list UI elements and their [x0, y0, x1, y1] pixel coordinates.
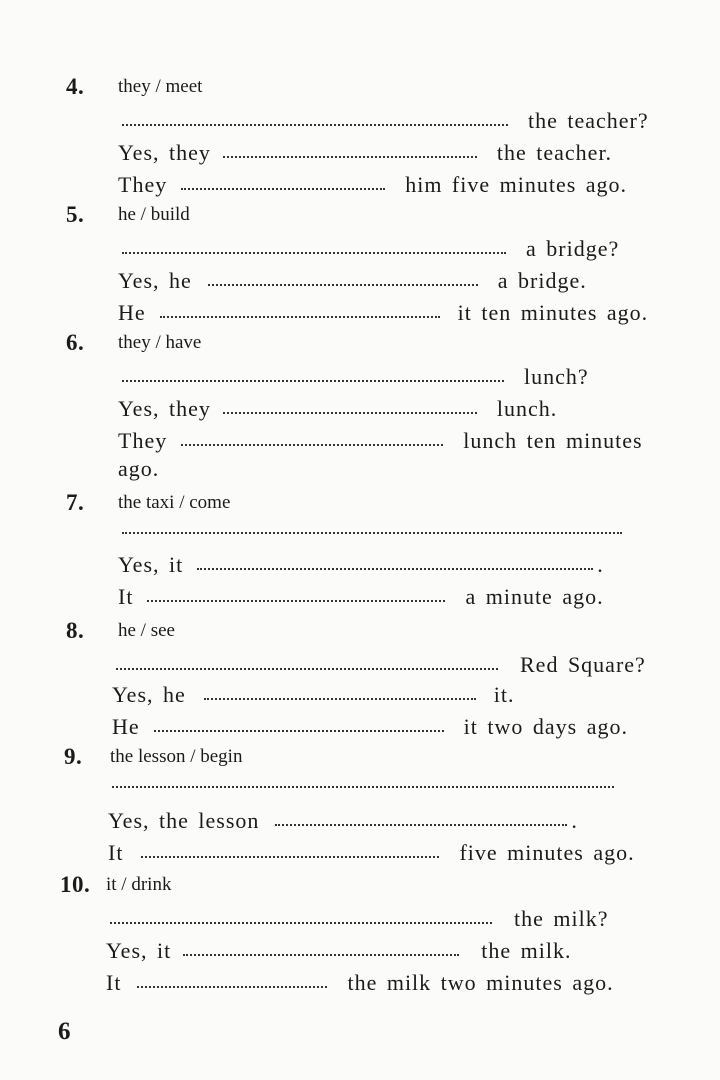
- past-line: [118, 172, 627, 198]
- exercise-prompt: the lesson / begin: [110, 746, 243, 767]
- line-end-text: it two days ago.: [463, 714, 628, 739]
- exercise-number: 5.: [66, 202, 85, 227]
- line-start-text: Yes, they: [118, 396, 211, 421]
- line-end-text: .: [597, 552, 604, 577]
- line-start-text: Yes, he: [118, 268, 192, 293]
- line-end-text: the teacher.: [496, 140, 613, 165]
- answer-blank[interactable]: [154, 726, 444, 732]
- line-end-text: lunch?: [524, 364, 589, 389]
- line-end-text: .: [571, 808, 578, 833]
- line-start-text: Yes, it: [118, 552, 184, 577]
- past-line: [118, 428, 643, 454]
- line-end-text: lunch ten minutes: [463, 428, 643, 453]
- line-end-text: him five minutes ago.: [405, 172, 628, 197]
- line-end-text: it ten minutes ago.: [457, 300, 649, 325]
- answer-blank[interactable]: [141, 852, 439, 858]
- exercise-number: 9.: [64, 744, 83, 769]
- question-line: [118, 236, 619, 262]
- answer-blank[interactable]: [122, 528, 622, 534]
- exercise-number: 4.: [66, 74, 85, 99]
- continuation-line: [118, 456, 159, 482]
- exercise-prompt: he / see: [118, 620, 175, 641]
- question-line: [112, 652, 646, 678]
- line-end-text: the milk.: [481, 938, 572, 963]
- exercise-prompt: he / build: [118, 204, 190, 225]
- exercise-prompt: they / have: [118, 332, 202, 353]
- question-line: [108, 784, 618, 790]
- exercise-number: 6.: [66, 330, 85, 355]
- exercise-number: 7.: [66, 490, 85, 515]
- line-start-text: Yes, it: [106, 938, 172, 963]
- answer-blank[interactable]: [122, 376, 504, 382]
- exercise-prompt: the taxi / come: [118, 492, 231, 513]
- line-end-text: a bridge?: [526, 236, 620, 261]
- answer-blank[interactable]: [112, 782, 614, 788]
- answer-blank[interactable]: [147, 596, 445, 602]
- answer-blank[interactable]: [183, 950, 459, 956]
- answer-blank[interactable]: [223, 152, 477, 158]
- answer-line: [118, 268, 587, 294]
- line-start-text: It: [108, 840, 124, 865]
- question-line: [106, 906, 608, 932]
- past-line: [118, 584, 604, 610]
- line-end-text: a minute ago.: [465, 584, 604, 609]
- answer-blank[interactable]: [204, 694, 476, 700]
- line-start-text: He: [118, 300, 146, 325]
- question-line: [118, 530, 626, 536]
- line-end-text: lunch.: [496, 396, 558, 421]
- answer-blank[interactable]: [275, 820, 567, 826]
- answer-blank[interactable]: [197, 564, 593, 570]
- answer-line: [118, 552, 604, 578]
- past-line: [108, 840, 635, 866]
- past-line: [112, 714, 628, 740]
- answer-blank[interactable]: [110, 918, 492, 924]
- exercise-number: 10.: [60, 872, 91, 897]
- exercise-number: 8.: [66, 618, 85, 643]
- answer-line: [108, 808, 578, 834]
- answer-blank[interactable]: [122, 248, 506, 254]
- line-end-text: five minutes ago.: [459, 840, 635, 865]
- answer-blank[interactable]: [122, 120, 508, 126]
- line-start-text: Yes, they: [118, 140, 211, 165]
- line-end-text: the milk two minutes ago.: [347, 970, 614, 995]
- line-text: ago.: [118, 456, 160, 481]
- answer-line: [112, 682, 515, 708]
- exercise-prompt: it / drink: [106, 874, 172, 895]
- line-start-text: They: [118, 172, 168, 197]
- line-end-text: the teacher?: [528, 108, 649, 133]
- line-start-text: Yes, he: [112, 682, 186, 707]
- line-start-text: It: [118, 584, 134, 609]
- line-end-text: it.: [493, 682, 515, 707]
- line-start-text: It: [106, 970, 122, 995]
- line-start-text: They: [118, 428, 168, 453]
- answer-blank[interactable]: [181, 440, 443, 446]
- line-start-text: He: [112, 714, 140, 739]
- page-number: 6: [58, 1018, 71, 1045]
- answer-blank[interactable]: [160, 312, 440, 318]
- answer-blank[interactable]: [223, 408, 477, 414]
- answer-line: [118, 396, 557, 422]
- answer-line: [118, 140, 612, 166]
- question-line: [118, 108, 649, 134]
- line-end-text: Red Square?: [520, 652, 646, 677]
- answer-blank[interactable]: [181, 184, 385, 190]
- answer-blank[interactable]: [116, 664, 498, 670]
- question-line: [118, 364, 589, 390]
- line-end-text: the milk?: [514, 906, 609, 931]
- answer-blank[interactable]: [137, 982, 327, 988]
- line-end-text: a bridge.: [497, 268, 587, 293]
- answer-line: [106, 938, 571, 964]
- answer-blank[interactable]: [208, 280, 478, 286]
- past-line: [106, 970, 614, 996]
- past-line: [118, 300, 648, 326]
- exercise-prompt: they / meet: [118, 76, 203, 97]
- line-start-text: Yes, the lesson: [108, 808, 260, 833]
